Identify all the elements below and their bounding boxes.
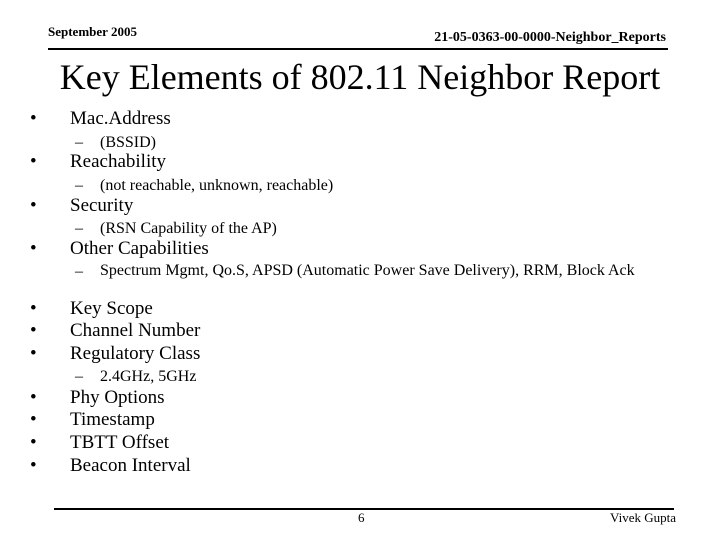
- bullet-text: Other Capabilities: [70, 238, 209, 259]
- bullet-icon: •: [30, 409, 37, 430]
- bullet-text: Key Scope: [70, 298, 153, 319]
- sub-bullet-text: (BSSID): [100, 134, 157, 151]
- dash-icon: –: [75, 368, 83, 385]
- slide-title: Key Elements of 802.11 Neighbor Report: [59, 57, 661, 97]
- bullet-text: Regulatory Class: [70, 343, 201, 364]
- bullet-text: TBTT Offset: [70, 432, 170, 453]
- bullet-item: [30, 320, 200, 342]
- footer-author: Vivek Gupta: [609, 510, 676, 525]
- bullet-text: Security: [70, 195, 134, 216]
- header-document-id: 21-05-0363-00-0000-Neighbor_Reports: [434, 30, 666, 45]
- bullet-text: Phy Options: [70, 387, 165, 408]
- bullet-item: [30, 195, 133, 217]
- bullet-text: Timestamp: [70, 409, 155, 430]
- sub-bullet-item: [75, 264, 680, 280]
- dash-icon: –: [75, 220, 83, 237]
- bullet-item: [30, 238, 209, 260]
- sub-bullet-item: [75, 178, 333, 194]
- bullet-item: [30, 298, 153, 320]
- sub-bullet-text: (RSN Capability of the AP): [100, 220, 277, 237]
- bullet-text: Mac.Address: [70, 108, 171, 129]
- bullet-icon: •: [30, 151, 37, 172]
- sub-bullet-item: [75, 135, 156, 151]
- bullet-icon: •: [30, 387, 37, 408]
- bullet-icon: •: [30, 108, 37, 129]
- bullet-item: [30, 108, 171, 130]
- bullet-icon: •: [30, 343, 37, 364]
- bullet-item: [30, 343, 200, 365]
- sub-bullet-item: [75, 369, 196, 385]
- bullet-icon: •: [30, 195, 37, 216]
- dash-icon: –: [75, 263, 83, 280]
- bullet-icon: •: [30, 298, 37, 319]
- dash-icon: –: [75, 177, 83, 194]
- bullet-text: Beacon Interval: [70, 455, 191, 476]
- bullet-text: Channel Number: [70, 320, 201, 341]
- bullet-item: [30, 455, 191, 477]
- bullet-icon: •: [30, 432, 37, 453]
- bullet-item: [30, 409, 155, 431]
- bullet-text: Reachability: [70, 151, 167, 172]
- sub-bullet-item: [75, 221, 277, 237]
- bullet-item: [30, 387, 165, 409]
- bullet-icon: •: [30, 455, 37, 476]
- sub-bullet-text: (not reachable, unknown, reachable): [100, 177, 334, 194]
- bullet-item: [30, 151, 166, 173]
- bullet-item: [30, 432, 169, 454]
- sub-bullet-text: Spectrum Mgmt, Qo.S, APSD (Automatic Power Save Delivery), RRM, Block Ack: [100, 262, 635, 279]
- dash-icon: –: [75, 134, 83, 151]
- sub-bullet-text: 2.4GHz, 5GHz: [100, 368, 197, 385]
- page-number: 6: [358, 510, 365, 525]
- bullet-icon: •: [30, 238, 37, 259]
- bullet-icon: •: [30, 320, 37, 341]
- header-date: September 2005: [48, 24, 137, 39]
